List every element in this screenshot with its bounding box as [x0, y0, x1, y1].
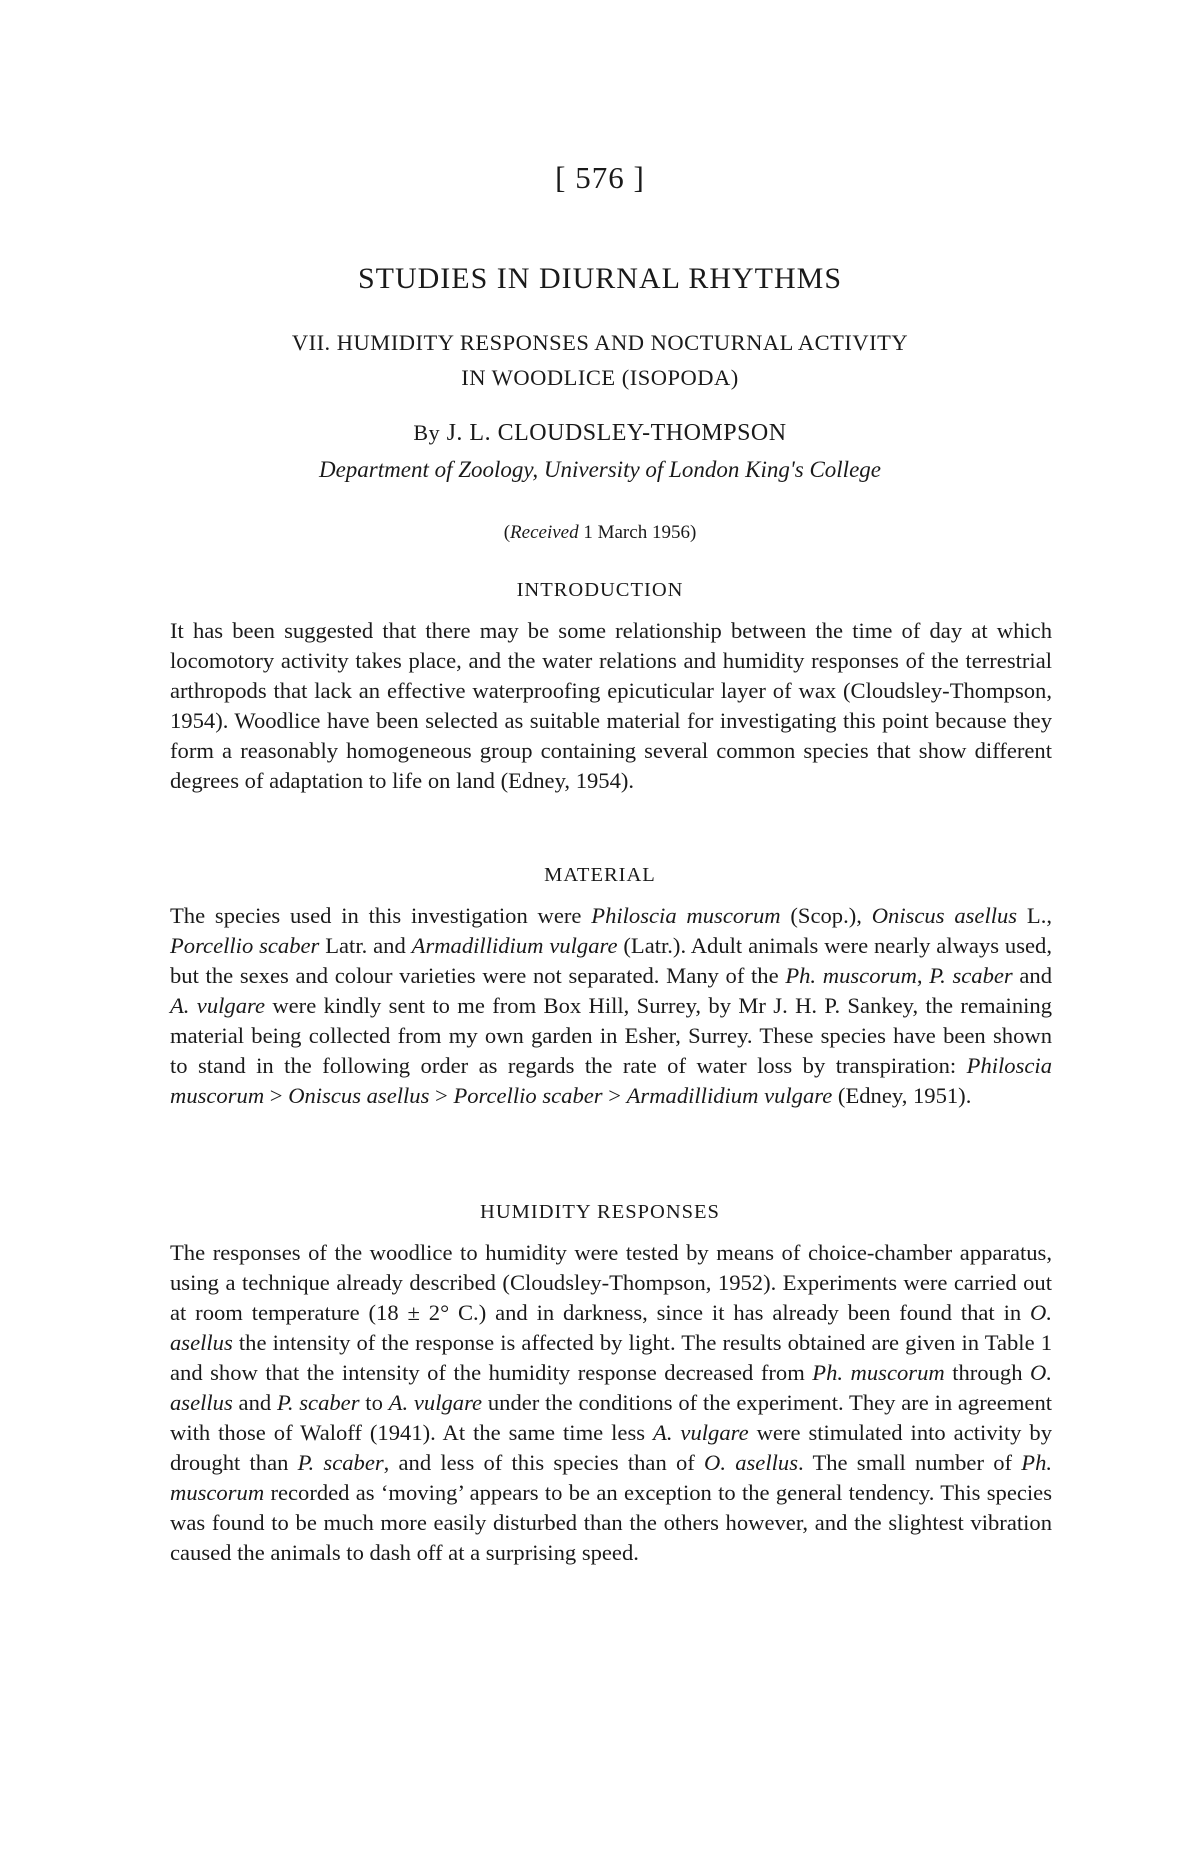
text-run: L., [1017, 903, 1052, 928]
species-name: Philoscia muscorum [591, 903, 781, 928]
page-number: [ 576 ] [555, 160, 645, 195]
section-heading-material: MATERIAL [544, 864, 656, 886]
received-open-paren: ( [503, 522, 511, 543]
author-byline [0, 420, 1200, 447]
text-run: Latr. and [319, 933, 412, 958]
species-name: O. asellus [170, 1360, 1052, 1415]
species-name: Porcellio scaber [453, 1083, 603, 1108]
species-name: P. scaber [297, 1450, 384, 1475]
species-name: Porcellio scaber [170, 933, 320, 958]
text-run: and [232, 1390, 277, 1415]
by-label: By [413, 420, 441, 445]
introduction-paragraph: It has been suggested that there may be some relationship between the time of day at which locomotory activity takes place, and the water relations and humidity responses of the terrestrial arthropods that lack an effective waterproofing epicuticular layer of wax (Cloudsley-Thompson, 1954). Woodlice have been selected as suitable material for investigating this point because they form a reasonably homogeneous group containing several common species that show different degrees of adaptation to life on land (Edney, 1954). [170, 618, 1052, 793]
species-name: Armadillidium vulgare [626, 1083, 833, 1108]
text-run: The species used in this investigation were [170, 903, 592, 928]
received-close-paren: ) [689, 522, 697, 543]
species-name: P. scaber [276, 1390, 360, 1415]
species-name: Ph. muscorum [812, 1360, 945, 1385]
received-date-value: 1 March 1956 [578, 522, 690, 543]
text-run: under the conditions of the experiment. They are in agreement with those of Waloff (1941). At the same time less [170, 1390, 1053, 1445]
text-run: > [264, 1083, 289, 1108]
species-name: A. vulgare [388, 1390, 483, 1415]
material-paragraph [170, 901, 1052, 1111]
text-run: (Scop.), [780, 903, 872, 928]
received-label: Received [510, 522, 579, 543]
species-name: Oniscus asellus [871, 903, 1018, 928]
species-name: O. asellus [704, 1450, 798, 1475]
humidity-responses-paragraph [170, 1238, 1052, 1568]
text-run: > [602, 1083, 627, 1108]
author-affiliation: Department of Zoology, University of London King's College [318, 457, 881, 482]
species-name: A. vulgare [653, 1420, 749, 1445]
text-run: . The small number of [797, 1450, 1022, 1475]
section-heading-humidity-responses: HUMIDITY RESPONSES [480, 1201, 720, 1223]
species-name: P. scaber [929, 963, 1013, 988]
species-name: Oniscus asellus [288, 1083, 430, 1108]
author-name: J. L. CLOUDSLEY-THOMPSON [446, 420, 787, 446]
text-run: to [359, 1390, 389, 1415]
species-name: Ph. muscorum [785, 963, 917, 988]
article-subtitle-line-2: IN WOODLICE (ISOPODA) [461, 365, 739, 390]
species-name: Ph. muscorum [170, 1450, 1053, 1505]
received-date [0, 522, 1200, 544]
article-subtitle-line-1: VII. HUMIDITY RESPONSES AND NOCTURNAL ACTIVITY [291, 330, 909, 355]
species-name: Philoscia muscorum [170, 1053, 1052, 1108]
section-heading-introduction: INTRODUCTION [516, 579, 684, 601]
species-name: A. vulgare [170, 993, 265, 1018]
text-run: , and less of this species than of [383, 1450, 705, 1475]
article-title: STUDIES IN DIURNAL RHYTHMS [357, 262, 843, 295]
text-run: (Latr.). Adult animals were nearly always used, but the sexes and colour varieties were not separated. Many of the [170, 933, 1052, 988]
text-run: the intensity of the response is affected by light. The results obtained are given in Table 1 and show that the intensity of the humidity response decreased from [170, 1330, 1052, 1385]
text-run: were kindly sent to me from Box Hill, Surrey, by Mr J. H. P. Sankey, the remaining material being collected from my own garden in Esher, Surrey. These species have been shown to stand in the following order as regards the rate of water loss by transpiration: [170, 993, 1053, 1078]
text-run: > [429, 1083, 454, 1108]
text-run: were stimulated into activity by drought than [170, 1420, 1052, 1475]
text-run: , [916, 963, 930, 988]
text-run: recorded as ‘moving’ appears to be an exception to the general tendency. This species was found to be much more easily disturbed than the others however, and the slightest vibration caused the animals to dash off at a surprising speed. [170, 1480, 1052, 1565]
text-run: through [944, 1360, 1031, 1385]
species-name: O. asellus [170, 1300, 1052, 1355]
text-run: (Edney, 1951). [832, 1083, 972, 1108]
species-name: Armadillidium vulgare [411, 933, 618, 958]
text-run: The responses of the woodlice to humidity were tested by means of choice-chamber apparatus, using a technique already described (Cloudsley-Thompson, 1952). Experiments were carried out at room temperature (18 ± 2° C.) and in darkness, since it has already been found that in [170, 1240, 1052, 1325]
text-run: and [1012, 963, 1053, 988]
